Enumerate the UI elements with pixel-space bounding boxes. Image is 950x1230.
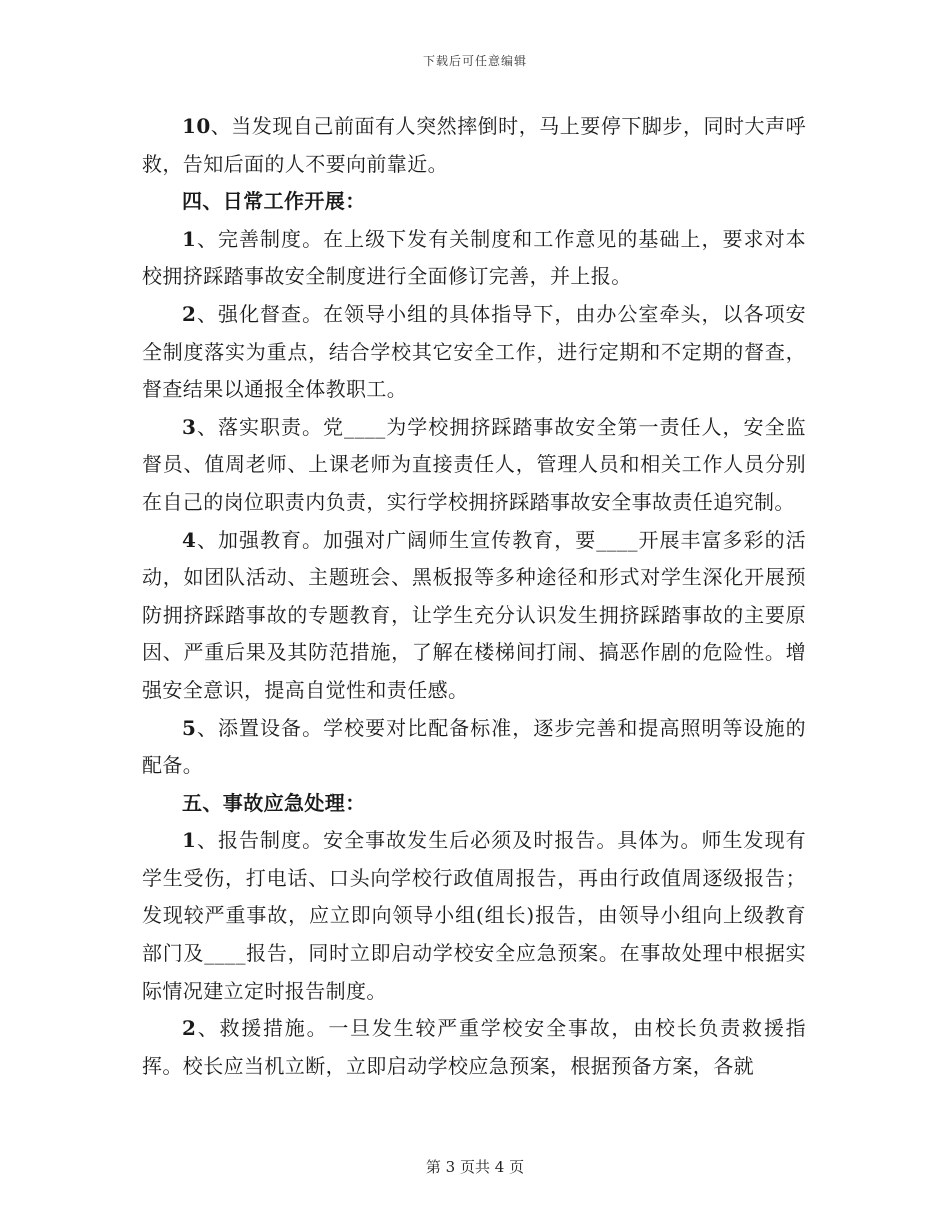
paragraph-10 bbox=[142, 108, 806, 183]
paragraph-4-4 bbox=[142, 522, 806, 710]
item-number: 2 bbox=[182, 1016, 197, 1041]
paragraph-4-2 bbox=[142, 296, 806, 409]
paragraph-5-2 bbox=[142, 1010, 806, 1085]
section-heading-5: 五、事故应急处理： bbox=[182, 790, 366, 815]
paragraph-4-3 bbox=[142, 409, 806, 522]
section-heading-4: 四、日常工作开展： bbox=[182, 189, 366, 214]
paragraph-text: 、报告制度。安全事故发生后必须及时报告。具体为。师生发现有学生受伤，打电话、口头向学校行政值周报告，再由行政值周逐级报告；发现较严重事故，应立即向领导小组(组长)报告，由领导小组向上级教育部门及____报告，同时立即启动学校安全应急预案。在事故处理中根据实际情况建立定时报告制度。 bbox=[142, 828, 806, 1003]
page-footer: 第 3 页共 4 页 bbox=[425, 1158, 525, 1176]
page-header: 下载后可任意编辑 bbox=[422, 54, 527, 68]
paragraph-4-5 bbox=[142, 710, 806, 785]
paragraph-5-1 bbox=[142, 822, 806, 1010]
paragraph-text: 、当发现自己前面有人突然摔倒时，马上要停下脚步，同时大声呼救，告知后面的人不要向前靠近。 bbox=[142, 114, 806, 176]
item-number: 4 bbox=[182, 527, 197, 552]
paragraph-text: 、完善制度。在上级下发有关制度和工作意见的基础上，要求对本校拥挤踩踏事故安全制度进行全面修订完善，并上报。 bbox=[142, 226, 806, 289]
item-number: 5 bbox=[182, 715, 197, 740]
paragraph-text: 、救援措施。一旦发生较严重学校安全事故，由校长负责救援指挥。校长应当机立断，立即启动学校应急预案，根据预备方案，各就 bbox=[142, 1016, 806, 1078]
document-body bbox=[142, 108, 806, 1085]
item-number: 3 bbox=[182, 414, 197, 439]
paragraph-text: 、落实职责。党____为学校拥挤踩踏事故安全第一责任人，安全监督员、值周老师、上课老师为直接责任人，管理人员和相关工作人员分别在自己的岗位职责内负责，实行学校拥挤踩踏事故安全事故责任追究制。 bbox=[142, 414, 806, 514]
item-number: 10 bbox=[182, 114, 211, 138]
item-number: 2 bbox=[182, 301, 197, 326]
paragraph-text: 、强化督查。在领导小组的具体指导下，由办公室牵头，以各项安全制度落实为重点，结合学校其它安全工作，进行定期和不定期的督查，督查结果以通报全体教职工。 bbox=[142, 301, 806, 402]
paragraph-4-1 bbox=[142, 221, 806, 296]
item-number: 1 bbox=[182, 828, 197, 853]
item-number: 1 bbox=[182, 226, 197, 251]
paragraph-text: 、加强教育。加强对广阔师生宣传教育，要____开展丰富多彩的活动，如团队活动、主题班会、黑板报等多种途径和形式对学生深化开展预防拥挤踩踏事故的专题教育，让学生充分认识发生拥挤踩踏事故的主要原因、严重后果及其防范措施，了解在楼梯间打闹、搞恶作剧的危险性。增强安全意识，提高自觉性和责任感。 bbox=[142, 527, 806, 702]
paragraph-text: 、添置设备。学校要对比配备标准，逐步完善和提高照明等设施的配备。 bbox=[142, 715, 806, 778]
